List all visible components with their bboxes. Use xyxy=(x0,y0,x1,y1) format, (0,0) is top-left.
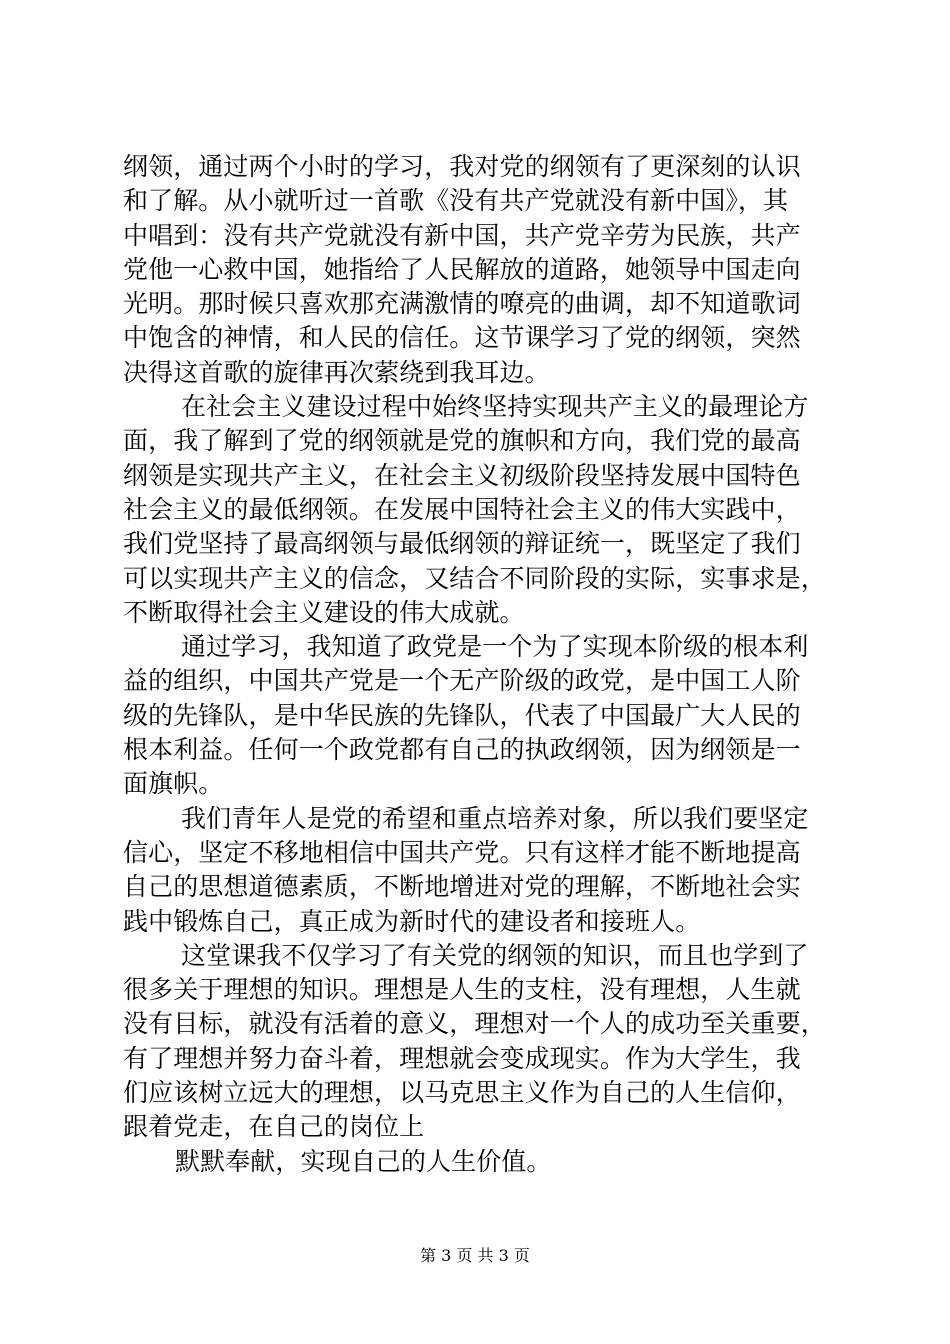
text-line: 纲领是实现共产主义，在社会主义初级阶段坚持发展中国特色 xyxy=(123,460,801,490)
text-line: 光明。那时候只喜欢那充满激情的嘹亮的曲调，却不知道歌词 xyxy=(123,289,801,319)
text-line: 益的组织，中国共产党是一个无产阶级的政党，是中国工人阶 xyxy=(123,666,801,696)
text-line: 有了理想并努力奋斗着，理想就会变成现实。作为大学生，我 xyxy=(123,1043,801,1073)
text-line: 通过学习，我知道了政党是一个为了实现本阶级的根本利 xyxy=(181,632,809,662)
text-line: 践中锻炼自己，真正成为新时代的建设者和接班人。 xyxy=(123,906,701,936)
text-line: 默默奉献，实现自己的人生价值。 xyxy=(175,1146,552,1176)
text-line: 没有目标，就没有活着的意义，理想对一个人的成功至关重要， xyxy=(123,1009,826,1039)
text-line: 很多关于理想的知识。理想是人生的支柱，没有理想，人生就 xyxy=(123,975,801,1005)
text-line: 中饱含的神情，和人民的信任。这节课学习了党的纲领，突然 xyxy=(123,323,801,353)
document-body xyxy=(123,150,838,1179)
text-line: 党他一心救中国，她指给了人民解放的道路，她领导中国走向 xyxy=(123,254,801,284)
paragraph xyxy=(123,1145,838,1179)
text-line: 在社会主义建设过程中始终坚持实现共产主义的最理论方 xyxy=(181,392,809,422)
paragraph xyxy=(123,802,838,939)
paragraph xyxy=(123,390,838,630)
text-line: 可以实现共产主义的信念，又结合不同阶段的实际，实事求是， xyxy=(123,563,826,593)
text-line: 面旗帜。 xyxy=(123,769,224,799)
text-line: 级的先锋队，是中华民族的先锋队，代表了中国最广大人民的 xyxy=(123,700,801,730)
text-line: 我们党坚持了最高纲领与最低纲领的辩证统一，既坚定了我们 xyxy=(123,529,801,559)
text-line: 面，我了解到了党的纲领就是党的旗帜和方向，我们党的最高 xyxy=(123,426,801,456)
text-line: 不断取得社会主义建设的伟大成就。 xyxy=(123,597,525,627)
text-line: 中唱到：没有共产党就没有新中国，共产党辛劳为民族，共产 xyxy=(123,220,801,250)
text-line: 自己的思想道德素质，不断地增进对党的理解，不断地社会实 xyxy=(123,872,801,902)
text-line: 决得这首歌的旋律再次萦绕到我耳边。 xyxy=(123,357,550,387)
text-line: 纲领，通过两个小时的学习，我对党的纲领有了更深刻的认识 xyxy=(123,152,801,181)
paragraph xyxy=(123,939,838,1145)
text-line: 信心，坚定不移地相信中国共产党。只有这样才能不断地提高 xyxy=(123,837,801,867)
text-line: 我们青年人是党的希望和重点培养对象，所以我们要坚定 xyxy=(181,803,809,833)
text-line: 根本利益。任何一个政党都有自己的执政纲领，因为纲领是一 xyxy=(123,735,801,765)
text-line: 这堂课我不仅学习了有关党的纲领的知识，而且也学到了 xyxy=(181,940,809,970)
paragraph xyxy=(123,630,838,801)
page-footer xyxy=(0,1243,950,1266)
text-line: 跟着党走，在自己的岗位上 xyxy=(123,1112,425,1142)
page-number-label: 第 3 页 共 3 页 xyxy=(420,1246,530,1265)
text-line: 社会主义的最低纲领。在发展中国特社会主义的伟大实践中， xyxy=(123,494,801,524)
text-line: 们应该树立远大的理想，以马克思主义作为自己的人生信仰， xyxy=(123,1078,801,1108)
paragraph xyxy=(123,150,838,390)
text-line: 和了解。从小就听过一首歌《没有共产党就没有新中国》，其 xyxy=(123,186,789,216)
